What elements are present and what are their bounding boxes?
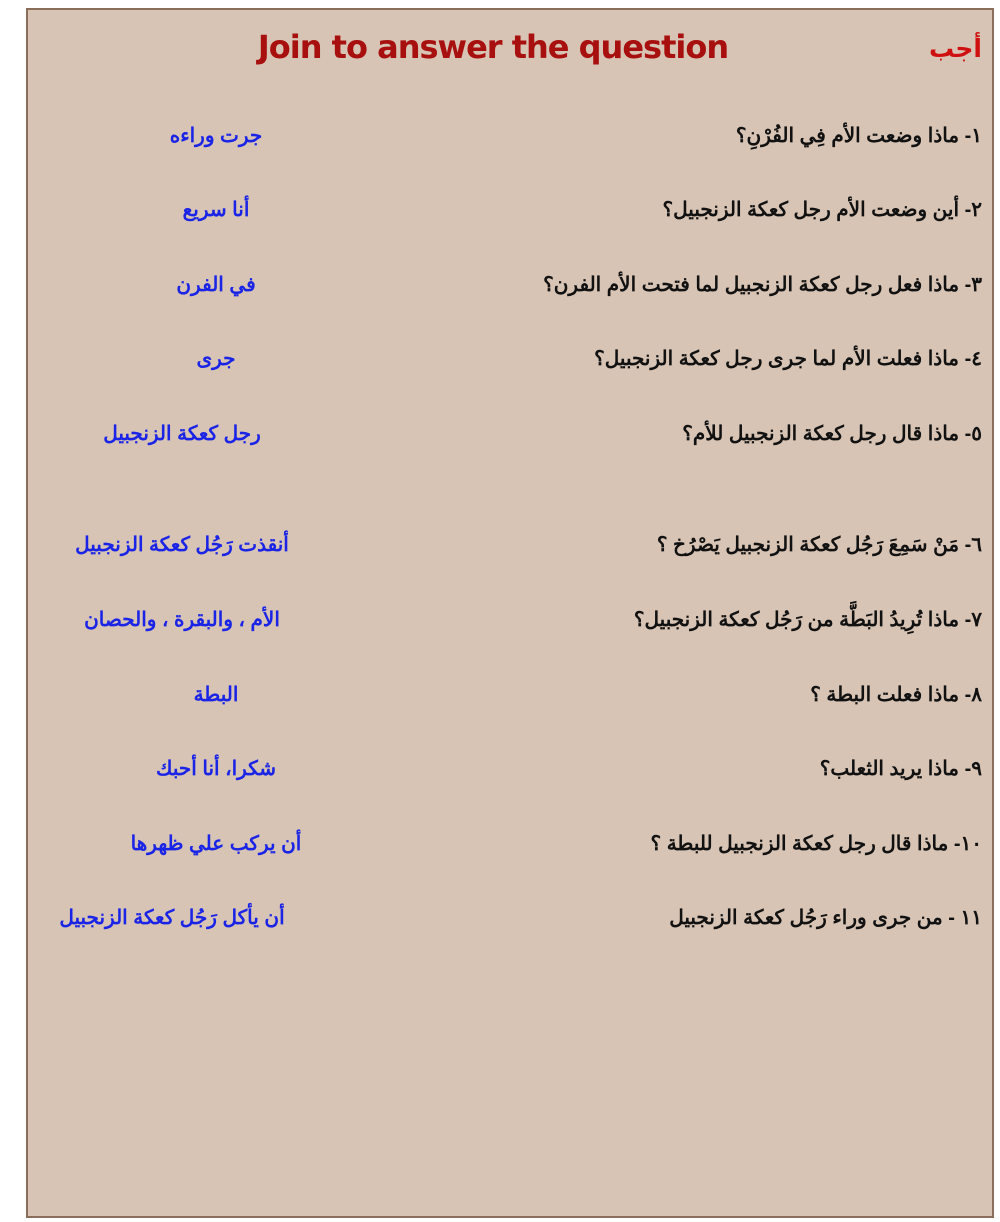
answer-option-6[interactable]: أنقذت رَجُل كعكة الزنجبيل xyxy=(75,534,289,556)
question-7[interactable]: ٧- ماذا تُرِيدُ البَطَّة من رَجُل كعكة الزنجبيل؟ xyxy=(633,609,982,631)
question-8[interactable]: ٨- ماذا فعلت البطة ؟ xyxy=(810,684,982,706)
question-9[interactable]: ٩- ماذا يريد الثعلب؟ xyxy=(819,758,982,780)
question-4[interactable]: ٤- ماذا فعلت الأم لما جرى رجل كعكة الزنجبيل؟ xyxy=(594,348,982,370)
page-title: Join to answer the question xyxy=(257,28,729,66)
answer-option-7[interactable]: الأم ، والبقرة ، والحصان xyxy=(84,609,280,631)
answer-option-10[interactable]: أن يركب علي ظهرها xyxy=(130,833,302,855)
answer-option-2[interactable]: أنا سريع xyxy=(182,199,250,221)
answer-option-5[interactable]: رجل كعكة الزنجبيل xyxy=(103,423,261,445)
question-11[interactable]: ١١ - من جرى وراء رَجُل كعكة الزنجبيل xyxy=(669,907,982,929)
question-6[interactable]: ٦- مَنْ سَمِعَ رَجُل كعكة الزنجبيل يَصْرُخ ؟ xyxy=(656,534,982,556)
answer-label: أجب xyxy=(928,34,982,63)
answer-option-11[interactable]: أن يأكل رَجُل كعكة الزنجبيل xyxy=(59,907,285,929)
answer-option-3[interactable]: في الفرن xyxy=(176,274,256,296)
answer-option-8[interactable]: البطة xyxy=(193,684,239,706)
question-10[interactable]: ١٠- ماذا قال رجل كعكة الزنجبيل للبطة ؟ xyxy=(650,833,982,855)
answer-option-4[interactable]: جرى xyxy=(196,348,236,370)
answer-option-9[interactable]: شكرا، أنا أحبك xyxy=(156,758,276,780)
question-3[interactable]: ٣- ماذا فعل رجل كعكة الزنجبيل لما فتحت الأم الفرن؟ xyxy=(543,274,982,296)
question-1[interactable]: ١- ماذا وضعت الأم فِي الفُرْنِ؟ xyxy=(735,125,982,147)
question-2[interactable]: ٢- أين وضعت الأم رجل كعكة الزنجبيل؟ xyxy=(662,199,982,221)
worksheet-panel xyxy=(26,8,994,1218)
question-5[interactable]: ٥- ماذا قال رجل كعكة الزنجبيل للأم؟ xyxy=(682,423,982,445)
answer-option-1[interactable]: جرت وراءه xyxy=(169,125,263,147)
